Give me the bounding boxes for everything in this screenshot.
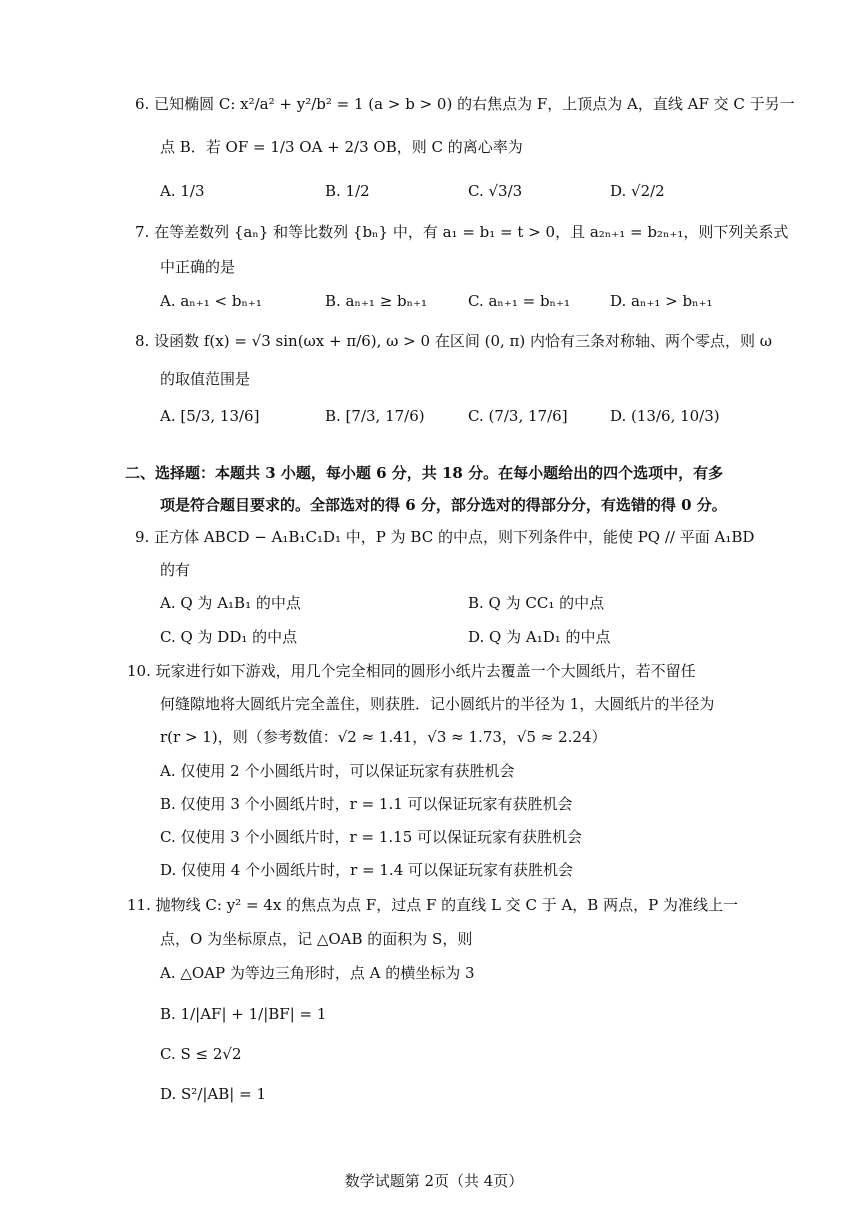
page-footer: 数学试题第 2页（共 4页） xyxy=(344,1172,524,1190)
q8-line2: 的取值范围是 xyxy=(160,370,251,388)
q10-option-b: B. 仅使用 3 个小圆纸片时，r = 1.1 可以保证玩家有获胜机会 xyxy=(160,795,573,813)
q9-option-d: D. Q 为 A₁D₁ 的中点 xyxy=(468,628,611,646)
q7-line2: 中正确的是 xyxy=(160,258,236,276)
section2-line1: 二、选择题：本题共 3 小题，每小题 6 分，共 18 分。在每小题给出的四个选项中，有多 xyxy=(125,464,724,482)
section2-line2: 项是符合题目要求的。全部选对的得 6 分，部分选对的得部分分，有选错的得 0 分。 xyxy=(160,496,727,514)
q8-option-b: B. [7/3, 17/6) xyxy=(325,407,425,425)
q11-option-b: B. 1/|AF| + 1/|BF| = 1 xyxy=(160,1005,327,1023)
q11-line2: 点，O 为坐标原点，记 △OAB 的面积为 S，则 xyxy=(160,930,473,948)
q8-line1: 8. 设函数 f(x) = √3 sin(ωx + π/6), ω > 0 在区间 (0, π) 内恰有三条对称轴、两个零点，则 ω xyxy=(135,332,773,350)
q7-line1: 7. 在等差数列 {aₙ} 和等比数列 {bₙ} 中，有 a₁ = b₁ = t > 0，且 a₂ₙ₊₁ = b₂ₙ₊₁，则下列关系式 xyxy=(135,223,789,241)
q9-option-a: A. Q 为 A₁B₁ 的中点 xyxy=(160,594,301,612)
q6-option-b: B. 1/2 xyxy=(325,182,370,200)
q6-line2: 点 B．若 OF = 1/3 OA + 2/3 OB，则 C 的离心率为 xyxy=(160,138,523,156)
q7-option-c: C. aₙ₊₁ = bₙ₊₁ xyxy=(468,292,570,310)
q6-option-d: D. √2/2 xyxy=(610,182,665,200)
q7-option-b: B. aₙ₊₁ ≥ bₙ₊₁ xyxy=(325,292,428,310)
q7-option-d: D. aₙ₊₁ > bₙ₊₁ xyxy=(610,292,713,310)
q10-line3: r(r > 1)，则（参考数值：√2 ≈ 1.41，√3 ≈ 1.73，√5 ≈ 2.24） xyxy=(160,728,607,746)
q10-option-d: D. 仅使用 4 个小圆纸片时，r = 1.4 可以保证玩家有获胜机会 xyxy=(160,861,574,879)
q6-option-c: C. √3/3 xyxy=(468,182,523,200)
q6-option-a: A. 1/3 xyxy=(160,182,205,200)
q11-option-a: A. △OAP 为等边三角形时，点 A 的横坐标为 3 xyxy=(160,964,475,982)
q8-option-c: C. (7/3, 17/6] xyxy=(468,407,568,425)
q8-option-a: A. [5/3, 13/6] xyxy=(160,407,260,425)
q9-line1: 9. 正方体 ABCD − A₁B₁C₁D₁ 中，P 为 BC 的中点，则下列条件中，能使 PQ // 平面 A₁BD xyxy=(135,528,755,546)
q11-option-d: D. S²/|AB| = 1 xyxy=(160,1085,266,1103)
q10-line2: 何缝隙地将大圆纸片完全盖住，则获胜．记小圆纸片的半径为 1，大圆纸片的半径为 xyxy=(160,695,715,713)
q9-option-b: B. Q 为 CC₁ 的中点 xyxy=(468,594,605,612)
q11-line1: 11. 抛物线 C: y² = 4x 的焦点为点 F，过点 F 的直线 L 交 C 于 A，B 两点，P 为准线上一 xyxy=(127,896,738,914)
q11-option-c: C. S ≤ 2√2 xyxy=(160,1045,242,1063)
q9-line2: 的有 xyxy=(160,561,191,579)
q10-option-c: C. 仅使用 3 个小圆纸片时，r = 1.15 可以保证玩家有获胜机会 xyxy=(160,828,583,846)
q10-line1: 10. 玩家进行如下游戏，用几个完全相同的圆形小纸片去覆盖一个大圆纸片，若不留任 xyxy=(127,662,696,680)
q7-option-a: A. aₙ₊₁ < bₙ₊₁ xyxy=(160,292,262,310)
q6-line1: 6. 已知椭圆 C: x²/a² + y²/b² = 1 (a > b > 0) 的右焦点为 F，上顶点为 A，直线 AF 交 C 于另一 xyxy=(135,95,795,113)
q10-option-a: A. 仅使用 2 个小圆纸片时，可以保证玩家有获胜机会 xyxy=(160,762,515,780)
q8-option-d: D. (13/6, 10/3) xyxy=(610,407,720,425)
q9-option-c: C. Q 为 DD₁ 的中点 xyxy=(160,628,298,646)
